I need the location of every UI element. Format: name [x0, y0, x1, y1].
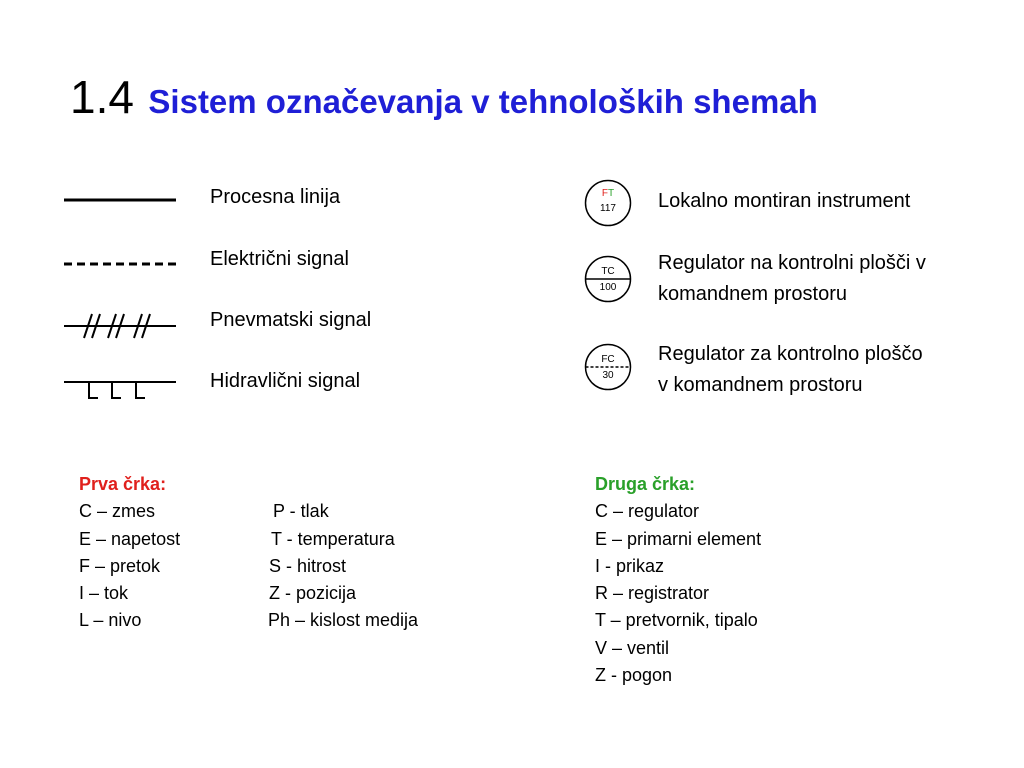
- rear-panel-controller-bubble-icon: [583, 342, 633, 392]
- process-line-label: Procesna linija: [210, 186, 341, 208]
- hydraulic-signal-symbol: [62, 372, 178, 400]
- local-instrument-label: Lokalno montiran instrument: [658, 190, 911, 212]
- list-item: [79, 498, 499, 525]
- list-item: [79, 607, 499, 634]
- local-instrument-bubble-icon: [583, 178, 633, 228]
- pneumatic-signal-symbol: [62, 312, 178, 340]
- page-title: [70, 70, 818, 130]
- svg-text:FT: [602, 188, 614, 199]
- electrical-signal-symbol: [62, 250, 178, 278]
- panel-controller-bubble-icon: [583, 254, 633, 304]
- second-letter-heading: Druga črka:: [595, 474, 696, 494]
- list-item: [79, 580, 499, 607]
- ft-letter-f: F: [601, 188, 608, 199]
- list-item: C – regulator: [595, 501, 700, 522]
- first-letter-code: P - tlak: [273, 501, 329, 522]
- list-item: E – primarni element: [595, 528, 762, 549]
- first-letter-code: Ph – kislost medija: [268, 610, 419, 631]
- first-letter-code: L – nivo: [79, 610, 142, 631]
- list-item: [79, 553, 499, 580]
- process-line-symbol: [62, 186, 178, 214]
- panel-controller-label-line2: komandnem prostoru: [658, 283, 847, 305]
- title-number: 1.4: [70, 71, 134, 123]
- fc-number: 30: [602, 370, 614, 381]
- electrical-signal-label: Električni signal: [210, 248, 349, 270]
- first-letter-code: I – tok: [79, 583, 129, 604]
- list-item: Z - pogon: [595, 665, 673, 686]
- panel-controller-label-line1: Regulator na kontrolni plošči v: [658, 252, 926, 274]
- pneumatic-signal-label: Pnevmatski signal: [210, 309, 372, 331]
- ft-letter-t: T: [608, 188, 615, 199]
- panel-controller-label: [658, 248, 926, 310]
- list-item: T – pretvornik, tipalo: [595, 610, 758, 631]
- first-letter-legend: [79, 471, 499, 635]
- list-item: [79, 526, 499, 553]
- ft-number: 117: [600, 203, 616, 214]
- list-item: I - prikaz: [595, 555, 665, 576]
- rear-panel-controller-label-line2: v komandnem prostoru: [658, 374, 863, 396]
- rear-panel-controller-label: [658, 339, 923, 401]
- first-letter-code: E – napetost: [79, 528, 181, 549]
- first-letter-code: Z - pozicija: [269, 583, 357, 604]
- list-item: V – ventil: [595, 637, 670, 658]
- first-letter-code: S - hitrost: [269, 555, 347, 576]
- fc-tag: FC: [601, 354, 615, 365]
- rear-panel-controller-label-line1: Regulator za kontrolno ploščo: [658, 343, 923, 365]
- first-letter-heading: Prva črka:: [79, 474, 167, 494]
- first-letter-code: F – pretok: [79, 555, 161, 576]
- title-text: Sistem označevanja v tehnoloških shemah: [148, 83, 818, 120]
- second-letter-legend: [595, 471, 761, 689]
- tc-number: 100: [599, 282, 617, 293]
- hydraulic-signal-label: Hidravlični signal: [210, 370, 361, 392]
- first-letter-code: T - temperatura: [271, 528, 395, 549]
- tc-tag: TC: [601, 266, 615, 277]
- first-letter-code: C – zmes: [79, 501, 156, 522]
- list-item: R – registrator: [595, 583, 710, 604]
